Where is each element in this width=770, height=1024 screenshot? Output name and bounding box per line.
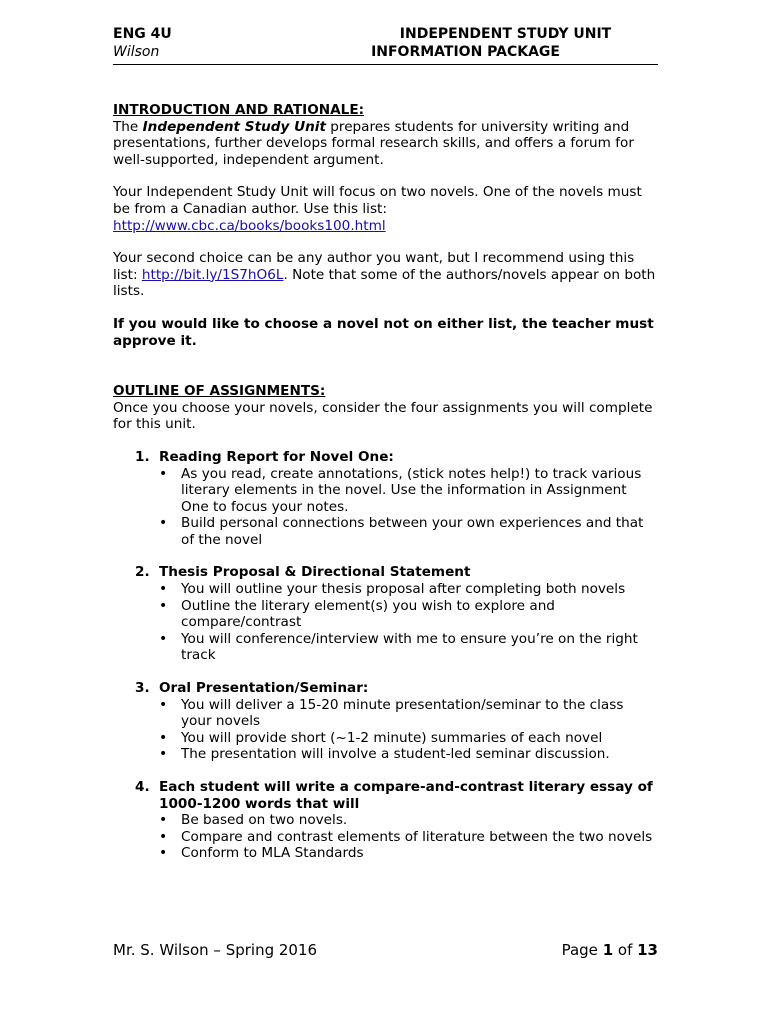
- intro-p2-text: Your Independent Study Unit will focus on two novels. One of the novels must be from a Canadian author. Use this list:: [113, 184, 642, 217]
- assignment-title: Each student will write a compare-and-contrast literary essay of 1000-1200 words that will: [159, 779, 653, 812]
- bullet-item: • You will provide short (~1-2 minute) summaries of each novel: [159, 730, 658, 747]
- header-row-2: [113, 44, 658, 62]
- assignment-number: 1.: [135, 448, 150, 465]
- document-page: [113, 26, 658, 862]
- course-code: ENG 4U: [113, 26, 172, 42]
- assignment-item: [113, 680, 658, 763]
- intro-p3-post: . Note that some of the authors/novels appear on both lists.: [113, 266, 656, 300]
- assignment-number: 3.: [135, 680, 150, 697]
- bullet-item: • The presentation will involve a student-led seminar discussion.: [159, 746, 658, 763]
- assignment-bullets: [159, 812, 658, 862]
- intro-p1-emphasis: Independent Study Unit: [142, 118, 326, 135]
- teacher-name: Wilson: [113, 44, 160, 60]
- intro-paragraph-1: [113, 119, 658, 169]
- current-page: 1: [602, 941, 614, 959]
- outline-intro: Once you choose your novels, consider the four assignments you will complete for this unit.: [113, 399, 653, 433]
- assignment-bullets: [159, 581, 658, 664]
- page-label: Page: [561, 941, 603, 959]
- assignment-item: [113, 779, 658, 862]
- footer-author: Mr. S. Wilson – Spring 2016: [113, 941, 318, 959]
- bitly-link[interactable]: http://bit.ly/1S7hO6L: [141, 266, 284, 283]
- assignment-bullets: [159, 697, 658, 763]
- intro-p1-pre: The: [113, 118, 143, 135]
- intro-p3-pre: Your second choice can be any author you want, but I recommend using this list:: [113, 250, 635, 283]
- page-footer: [113, 941, 658, 959]
- bullet-item: • You will deliver a 15-20 minute presentation/seminar to the class your novels: [159, 697, 658, 730]
- assignment-number: 2.: [135, 564, 150, 581]
- document-subtitle: INFORMATION PACKAGE: [371, 44, 560, 60]
- assignment-item: [113, 564, 658, 664]
- assignment-list: [113, 449, 658, 862]
- teacher-approval-note: If you would like to choose a novel not on either list, the teacher must approve it.: [113, 315, 654, 349]
- assignment-title: Thesis Proposal & Directional Statement: [159, 564, 471, 581]
- bullet-item: • Conform to MLA Standards: [159, 845, 658, 862]
- assignment-title: Oral Presentation/Seminar:: [159, 680, 369, 697]
- assignment-title: Reading Report for Novel One:: [159, 448, 394, 465]
- bullet-item: • As you read, create annotations, (stick notes help!) to track various literary elements in the novel. Use the information in Assignment One to focus your notes.: [159, 466, 658, 516]
- bullet-item: • Build personal connections between your own experiences and that of the novel: [159, 515, 658, 548]
- document-title: INDEPENDENT STUDY UNIT: [399, 26, 612, 42]
- intro-paragraph-2: [113, 184, 658, 234]
- assignment-bullets: [159, 466, 658, 549]
- total-pages: 13: [637, 941, 658, 959]
- page-of: of: [613, 941, 638, 959]
- assignment-item: [113, 449, 658, 549]
- assignment-number: 4.: [135, 779, 150, 795]
- bullet-item: • You will outline your thesis proposal after completing both novels: [159, 581, 658, 598]
- outline-heading: OUTLINE OF ASSIGNMENTS:: [113, 383, 326, 400]
- bullet-item: • Be based on two novels.: [159, 812, 658, 829]
- bullet-item: • You will conference/interview with me to ensure you’re on the right track: [159, 631, 658, 664]
- intro-paragraph-3: [113, 250, 658, 300]
- intro-p1-post: prepares students for university writing and presentations, further develops formal research skills, and offers a forum for well-supported, independent argument.: [113, 118, 634, 168]
- cbc-books-link[interactable]: http://www.cbc.ca/books/books100.html: [113, 217, 386, 234]
- intro-heading: INTRODUCTION AND RATIONALE:: [113, 102, 365, 118]
- bullet-item: • Compare and contrast elements of literature between the two novels: [159, 829, 658, 846]
- bullet-item: • Outline the literary element(s) you wish to explore and compare/contrast: [159, 598, 658, 631]
- page-number: [562, 941, 658, 959]
- header-row-1: [113, 26, 658, 44]
